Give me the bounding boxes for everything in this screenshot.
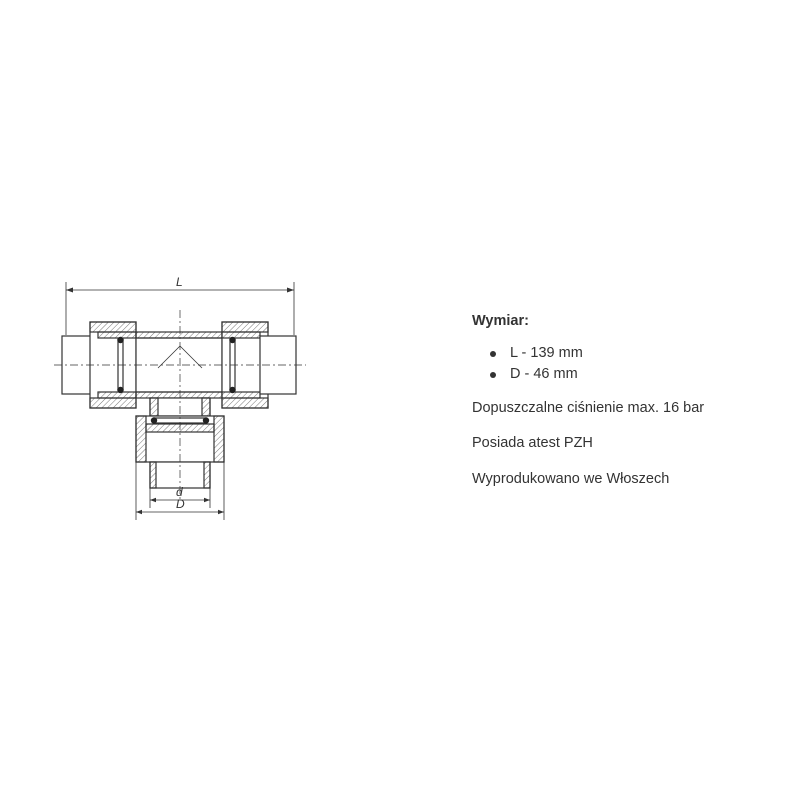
dimension-label-L: L bbox=[176, 275, 183, 289]
dimensions-heading: Wymiar: bbox=[472, 313, 529, 329]
tee-fitting-drawing bbox=[40, 260, 340, 530]
specifications-panel bbox=[472, 312, 782, 505]
dimensions-list bbox=[472, 344, 782, 385]
dimension-item-diameter: D - 46 mm bbox=[490, 365, 782, 385]
tee-fitting-technical-drawing bbox=[40, 260, 340, 530]
dimension-label-d: d bbox=[176, 485, 183, 499]
dimension-item-length: L - 139 mm bbox=[490, 344, 782, 364]
pressure-info: Dopuszczalne ciśnienie max. 16 bar bbox=[472, 399, 705, 416]
certificate-info: Posiada atest PZH bbox=[472, 435, 593, 452]
origin-info: Wyprodukowano we Włoszech bbox=[472, 470, 670, 487]
dimension-label-D: D bbox=[176, 497, 185, 511]
